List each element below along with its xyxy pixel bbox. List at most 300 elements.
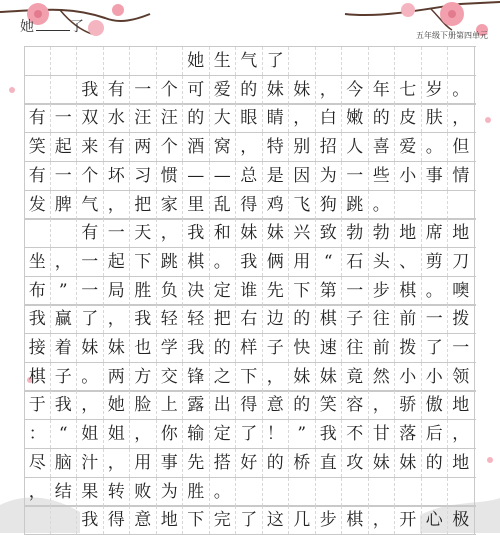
grid-cell: ， [130, 420, 157, 448]
grid-cell: 竟 [342, 363, 369, 391]
grid-cell: 地 [448, 219, 475, 247]
grid-cell [342, 478, 369, 506]
grid-cell: 我 [183, 334, 210, 362]
grid-cell: 她 [183, 47, 210, 75]
grid-cell: 锋 [183, 363, 210, 391]
essay-row [24, 247, 476, 277]
grid-cell: 爱 [210, 76, 237, 104]
essay-row [24, 103, 476, 133]
grid-cell: 里 [183, 191, 210, 219]
grid-cell: 今 [342, 76, 369, 104]
grid-cell [157, 47, 184, 75]
grid-cell [422, 47, 449, 75]
grid-cell: 一 [342, 277, 369, 305]
unit-label: 五年级下册第四单元 [416, 31, 488, 40]
grid-cell: 跳 [342, 191, 369, 219]
grid-cell: 意 [263, 391, 290, 419]
grid-cell: 俩 [263, 248, 290, 276]
grid-cell: 的 [289, 305, 316, 333]
grid-cell: 步 [316, 506, 343, 534]
title-suffix: 了 [70, 19, 86, 35]
grid-cell [422, 478, 449, 506]
grid-cell: 果 [77, 478, 104, 506]
grid-cell: 的 [236, 76, 263, 104]
grid-cell: 我 [130, 305, 157, 333]
grid-cell: 肤 [422, 104, 449, 132]
grid-cell: 七 [395, 76, 422, 104]
grid-cell: ： [24, 420, 51, 448]
grid-cell: 睛 [263, 104, 290, 132]
grid-cell: 了 [236, 420, 263, 448]
grid-cell: 前 [369, 334, 396, 362]
grid-cell: 败 [130, 478, 157, 506]
grid-cell: 事 [422, 162, 449, 190]
grid-cell: 个 [157, 76, 184, 104]
grid-cell: 下 [289, 277, 316, 305]
grid-cell: 一 [51, 162, 78, 190]
grid-cell: 于 [24, 391, 51, 419]
grid-cell: “ [316, 248, 343, 276]
grid-cell: 搭 [210, 449, 237, 477]
grid-cell: 速 [316, 334, 343, 362]
essay-header-title [20, 16, 86, 36]
grid-cell: 地 [395, 219, 422, 247]
essay-row [24, 362, 476, 392]
grid-cell: 意 [130, 506, 157, 534]
grid-cell: 妹 [395, 449, 422, 477]
grid-cell: 双 [77, 104, 104, 132]
grid-cell: 个 [157, 133, 184, 161]
grid-cell: 交 [157, 363, 184, 391]
grid-cell: 妹 [369, 449, 396, 477]
grid-cell: 一 [51, 104, 78, 132]
grid-cell: 定 [210, 420, 237, 448]
grid-cell: 我 [183, 219, 210, 247]
grid-cell: 来 [77, 133, 104, 161]
grid-cell: 家 [157, 191, 184, 219]
grid-cell: 生 [210, 47, 237, 75]
grid-cell: 胜 [183, 478, 210, 506]
grid-cell: ， [77, 391, 104, 419]
grid-cell: 好 [236, 449, 263, 477]
grid-cell: 脸 [130, 391, 157, 419]
grid-cell: 汪 [130, 104, 157, 132]
grid-cell: 妹 [289, 76, 316, 104]
grid-cell: 样 [236, 334, 263, 362]
grid-cell: ， [51, 248, 78, 276]
grid-cell: 几 [289, 506, 316, 534]
grid-cell [448, 47, 475, 75]
grid-cell: 笑 [24, 133, 51, 161]
grid-cell: 天 [130, 219, 157, 247]
grid-cell: 。 [369, 191, 396, 219]
grid-cell: 接 [24, 334, 51, 362]
grid-cell: 别 [289, 133, 316, 161]
grid-cell: 步 [369, 277, 396, 305]
grid-cell: 了 [263, 47, 290, 75]
grid-cell: ， [448, 104, 475, 132]
grid-cell: 气 [77, 191, 104, 219]
grid-cell [316, 478, 343, 506]
grid-cell: 第 [316, 277, 343, 305]
essay-row [24, 390, 476, 420]
grid-cell: 有 [24, 104, 51, 132]
grid-cell [51, 47, 78, 75]
grid-cell: 定 [210, 277, 237, 305]
grid-cell: 有 [104, 133, 131, 161]
essay-row [24, 477, 476, 507]
grid-cell: 我 [51, 391, 78, 419]
grid-cell: 先 [183, 449, 210, 477]
grid-cell: 人 [342, 133, 369, 161]
grid-cell: 子 [263, 334, 290, 362]
grid-cell: 事 [157, 449, 184, 477]
grid-cell: 之 [210, 363, 237, 391]
grid-cell: 边 [263, 305, 290, 333]
grid-cell: 的 [183, 104, 210, 132]
grid-cell: 妹 [104, 334, 131, 362]
grid-cell: 下 [130, 248, 157, 276]
grid-cell: 招 [316, 133, 343, 161]
grid-cell: 的 [369, 104, 396, 132]
essay-row [24, 505, 476, 535]
grid-cell: 方 [130, 363, 157, 391]
grid-cell: ！ [263, 420, 290, 448]
grid-cell: 坏 [104, 162, 131, 190]
grid-cell: 发 [24, 191, 51, 219]
grid-cell: 的 [263, 449, 290, 477]
grid-cell [24, 76, 51, 104]
grid-cell: 棋 [183, 248, 210, 276]
grid-cell: 桥 [289, 449, 316, 477]
grid-cell [77, 47, 104, 75]
essay-row [24, 75, 476, 105]
grid-cell: 一 [130, 76, 157, 104]
grid-cell: 了 [422, 334, 449, 362]
grid-cell: 和 [210, 219, 237, 247]
grid-cell: 些 [369, 162, 396, 190]
grid-cell [130, 47, 157, 75]
grid-cell [395, 478, 422, 506]
grid-cell: 心 [422, 506, 449, 534]
grid-cell: 。 [210, 248, 237, 276]
essay-row [24, 132, 476, 162]
grid-cell: 地 [448, 391, 475, 419]
grid-cell: 姐 [77, 420, 104, 448]
writing-grid-paper [24, 46, 478, 533]
grid-cell: 气 [236, 47, 263, 75]
grid-cell: 落 [395, 420, 422, 448]
grid-cell: 。 [422, 277, 449, 305]
grid-cell: 情 [448, 162, 475, 190]
grid-cell: 露 [183, 391, 210, 419]
grid-cell [24, 506, 51, 534]
grid-cell: 右 [236, 305, 263, 333]
grid-cell: 脑 [51, 449, 78, 477]
grid-cell: ， [448, 420, 475, 448]
grid-cell: 的 [422, 449, 449, 477]
grid-cell: 尽 [24, 449, 51, 477]
grid-cell: 一 [342, 162, 369, 190]
grid-cell: 妹 [263, 219, 290, 247]
grid-cell: 开 [395, 506, 422, 534]
grid-cell [289, 478, 316, 506]
grid-cell: 笑 [316, 391, 343, 419]
grid-cell: 年 [369, 76, 396, 104]
grid-cell: 有 [24, 162, 51, 190]
essay-row [24, 161, 476, 191]
grid-cell: 地 [157, 506, 184, 534]
grid-cell: 甘 [369, 420, 396, 448]
grid-cell: 快 [289, 334, 316, 362]
grid-cell [236, 478, 263, 506]
grid-cell: 出 [210, 391, 237, 419]
grid-cell: 拨 [395, 334, 422, 362]
grid-cell: 她 [104, 391, 131, 419]
essay-row [24, 190, 476, 220]
grid-cell: 。 [77, 363, 104, 391]
grid-cell: 学 [157, 334, 184, 362]
grid-cell: 一 [448, 334, 475, 362]
grid-cell: 往 [342, 334, 369, 362]
grid-cell: 往 [369, 305, 396, 333]
grid-cell: 我 [316, 420, 343, 448]
grid-cell: 乱 [210, 191, 237, 219]
grid-cell: 用 [130, 449, 157, 477]
grid-cell: 剪 [422, 248, 449, 276]
grid-cell: 噢 [448, 277, 475, 305]
grid-cell [395, 47, 422, 75]
grid-cell: 谁 [236, 277, 263, 305]
grid-cell: 局 [104, 277, 131, 305]
grid-cell: 头 [369, 248, 396, 276]
grid-cell: 布 [24, 277, 51, 305]
grid-cell [263, 478, 290, 506]
grid-cell [395, 191, 422, 219]
grid-cell: 决 [183, 277, 210, 305]
grid-cell: 了 [77, 305, 104, 333]
grid-cell: 胜 [130, 277, 157, 305]
grid-cell: 两 [104, 363, 131, 391]
grid-cell: 转 [104, 478, 131, 506]
grid-cell: 攻 [342, 449, 369, 477]
grid-cell: ， [369, 391, 396, 419]
grid-cell: 大 [210, 104, 237, 132]
grid-cell [104, 47, 131, 75]
grid-cell: 为 [316, 162, 343, 190]
grid-cell [24, 219, 51, 247]
grid-cell: 容 [342, 391, 369, 419]
grid-cell: 领 [448, 363, 475, 391]
grid-cell: 两 [130, 133, 157, 161]
grid-cell: 勃 [369, 219, 396, 247]
grid-cell: 不 [342, 420, 369, 448]
grid-cell: 我 [236, 248, 263, 276]
grid-cell: 妹 [236, 219, 263, 247]
grid-cell: 把 [130, 191, 157, 219]
grid-cell: ， [24, 478, 51, 506]
grid-cell [51, 219, 78, 247]
grid-cell: ， [157, 219, 184, 247]
grid-cell: 子 [51, 363, 78, 391]
grid-cell: 水 [104, 104, 131, 132]
grid-cell: 前 [395, 305, 422, 333]
grid-cell: 刀 [448, 248, 475, 276]
grid-cell [316, 47, 343, 75]
grid-cell: “ [51, 420, 78, 448]
grid-cell: 窝 [210, 133, 237, 161]
essay-row [24, 276, 476, 306]
grid-cell: 也 [130, 334, 157, 362]
grid-cell: 小 [395, 162, 422, 190]
grid-cell: ” [289, 420, 316, 448]
grid-cell: 。 [448, 76, 475, 104]
grid-cell: 为 [157, 478, 184, 506]
grid-cell: 拨 [448, 305, 475, 333]
grid-cell [51, 76, 78, 104]
grid-cell: 但 [448, 133, 475, 161]
grid-cell: 棋 [395, 277, 422, 305]
grid-cell: 得 [236, 391, 263, 419]
grid-cell: 惯 [157, 162, 184, 190]
grid-cell: 总 [236, 162, 263, 190]
grid-cell: 的 [210, 334, 237, 362]
grid-cell: 勃 [342, 219, 369, 247]
grid-cell: 嫩 [342, 104, 369, 132]
grid-cell: ” [51, 277, 78, 305]
grid-cell: 、 [395, 248, 422, 276]
grid-cell: 地 [448, 449, 475, 477]
grid-cell: 了 [236, 506, 263, 534]
grid-cell: 一 [77, 277, 104, 305]
grid-cell: 完 [210, 506, 237, 534]
essay-title-row [24, 46, 476, 76]
grid-cell: 跳 [157, 248, 184, 276]
grid-cell: 飞 [289, 191, 316, 219]
grid-cell: 直 [316, 449, 343, 477]
grid-cell: ， [104, 191, 131, 219]
grid-cell: 致 [316, 219, 343, 247]
grid-cell: 把 [210, 305, 237, 333]
grid-cell: ， [289, 104, 316, 132]
grid-cell: 席 [422, 219, 449, 247]
grid-cell: 下 [183, 506, 210, 534]
grid-cell: 棋 [24, 363, 51, 391]
grid-cell: ， [369, 506, 396, 534]
grid-cell: 石 [342, 248, 369, 276]
grid-cell: 特 [263, 133, 290, 161]
grid-cell: 汁 [77, 449, 104, 477]
grid-cell: 是 [263, 162, 290, 190]
grid-cell: 。 [210, 478, 237, 506]
grid-cell: 妹 [263, 76, 290, 104]
grid-cell: 兴 [289, 219, 316, 247]
grid-cell: 一 [77, 248, 104, 276]
grid-cell: 有 [77, 219, 104, 247]
grid-cell: 妹 [289, 363, 316, 391]
grid-cell: 白 [316, 104, 343, 132]
grid-cell: ， [104, 449, 131, 477]
grid-cell: 后 [422, 420, 449, 448]
grid-cell: 我 [77, 76, 104, 104]
grid-cell: 皮 [395, 104, 422, 132]
grid-cell [24, 47, 51, 75]
grid-cell: 鸡 [263, 191, 290, 219]
grid-cell: 习 [130, 162, 157, 190]
essay-row [24, 304, 476, 334]
grid-cell: 得 [104, 506, 131, 534]
grid-cell: 因 [289, 162, 316, 190]
grid-cell: 小 [422, 363, 449, 391]
grid-cell: 一 [422, 305, 449, 333]
grid-cell: 汪 [157, 104, 184, 132]
grid-cell [448, 191, 475, 219]
grid-cell: 用 [289, 248, 316, 276]
grid-cell: 然 [369, 363, 396, 391]
grid-cell: 脾 [51, 191, 78, 219]
grid-cell: 酒 [183, 133, 210, 161]
grid-cell: 可 [183, 76, 210, 104]
grid-cell: 个 [77, 162, 104, 190]
grid-cell [342, 47, 369, 75]
grid-cell: 赢 [51, 305, 78, 333]
grid-cell: 输 [183, 420, 210, 448]
grid-cell: ， [316, 76, 343, 104]
grid-cell: 有 [104, 76, 131, 104]
grid-cell: 我 [77, 506, 104, 534]
grid-cell: — [183, 162, 210, 190]
grid-cell: 姐 [104, 420, 131, 448]
grid-cell: 狗 [316, 191, 343, 219]
grid-cell: 下 [236, 363, 263, 391]
essay-row [24, 218, 476, 248]
grid-cell: 妹 [77, 334, 104, 362]
grid-cell: 爱 [395, 133, 422, 161]
grid-cell: 岁 [422, 76, 449, 104]
grid-cell: 这 [263, 506, 290, 534]
essay-row [24, 419, 476, 449]
grid-cell: 结 [51, 478, 78, 506]
grid-cell: — [210, 162, 237, 190]
grid-cell: 眼 [236, 104, 263, 132]
title-blank-line [36, 18, 70, 31]
grid-cell: ， [236, 133, 263, 161]
grid-cell: 棋 [316, 305, 343, 333]
essay-row [24, 333, 476, 363]
grid-cell: 坐 [24, 248, 51, 276]
grid-cell: 的 [289, 391, 316, 419]
grid-cell [422, 191, 449, 219]
grid-cell: 我 [24, 305, 51, 333]
grid-cell [289, 47, 316, 75]
grid-cell: 着 [51, 334, 78, 362]
grid-cell: 负 [157, 277, 184, 305]
grid-cell: 轻 [183, 305, 210, 333]
grid-cell: 先 [263, 277, 290, 305]
grid-cell: 骄 [395, 391, 422, 419]
grid-cell: 小 [395, 363, 422, 391]
grid-cell: 起 [51, 133, 78, 161]
grid-cell: 上 [157, 391, 184, 419]
grid-cell [51, 506, 78, 534]
grid-cell [448, 478, 475, 506]
grid-cell: 起 [104, 248, 131, 276]
title-prefix: 她 [20, 19, 36, 35]
grid-cell: 得 [236, 191, 263, 219]
grid-cell: 喜 [369, 133, 396, 161]
grid-cell: 。 [422, 133, 449, 161]
grid-cell: ， [104, 305, 131, 333]
